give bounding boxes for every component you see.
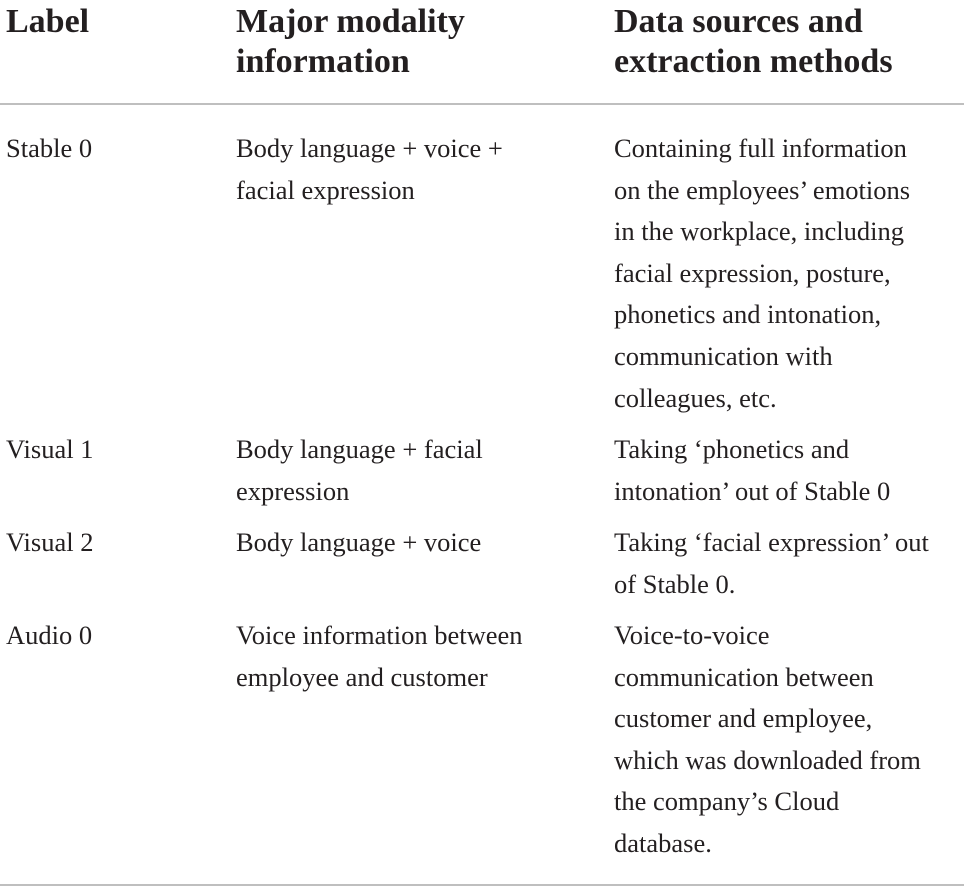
table-row <box>0 615 968 875</box>
row-source: Taking ‘phonetics and intonation’ out of Stable 0 <box>614 434 891 506</box>
row-label: Audio 0 <box>6 620 93 650</box>
table-bottom-rule <box>0 884 964 886</box>
table-header <box>0 0 968 104</box>
row-label: Visual 1 <box>6 434 94 464</box>
row-modality: Voice information between employee and customer <box>236 620 523 692</box>
header-major-modality: Major modality information <box>236 3 465 80</box>
row-label: Visual 2 <box>6 527 94 557</box>
row-modality: Body language + facial expression <box>236 434 483 506</box>
table-row <box>0 429 968 519</box>
row-modality: Body language + voice <box>236 527 482 557</box>
row-modality: Body language + voice + facial expression <box>236 133 503 205</box>
table-row <box>0 522 968 612</box>
row-source: Voice-to-voice communication between customer and employee, which was downloaded from the company’s Cloud database. <box>614 620 921 858</box>
table-row <box>0 128 968 428</box>
row-label: Stable 0 <box>6 133 93 163</box>
header-data-sources: Data sources and extraction methods <box>614 3 893 80</box>
row-source: Taking ‘facial expression’ out of Stable 0. <box>614 527 929 599</box>
row-source: Containing full information on the employees’ emotions in the workplace, including facial expression, posture, phonetics and intonation, communication with colleagues, etc. <box>614 133 911 413</box>
header-divider <box>0 103 964 105</box>
header-label: Label <box>6 3 90 40</box>
